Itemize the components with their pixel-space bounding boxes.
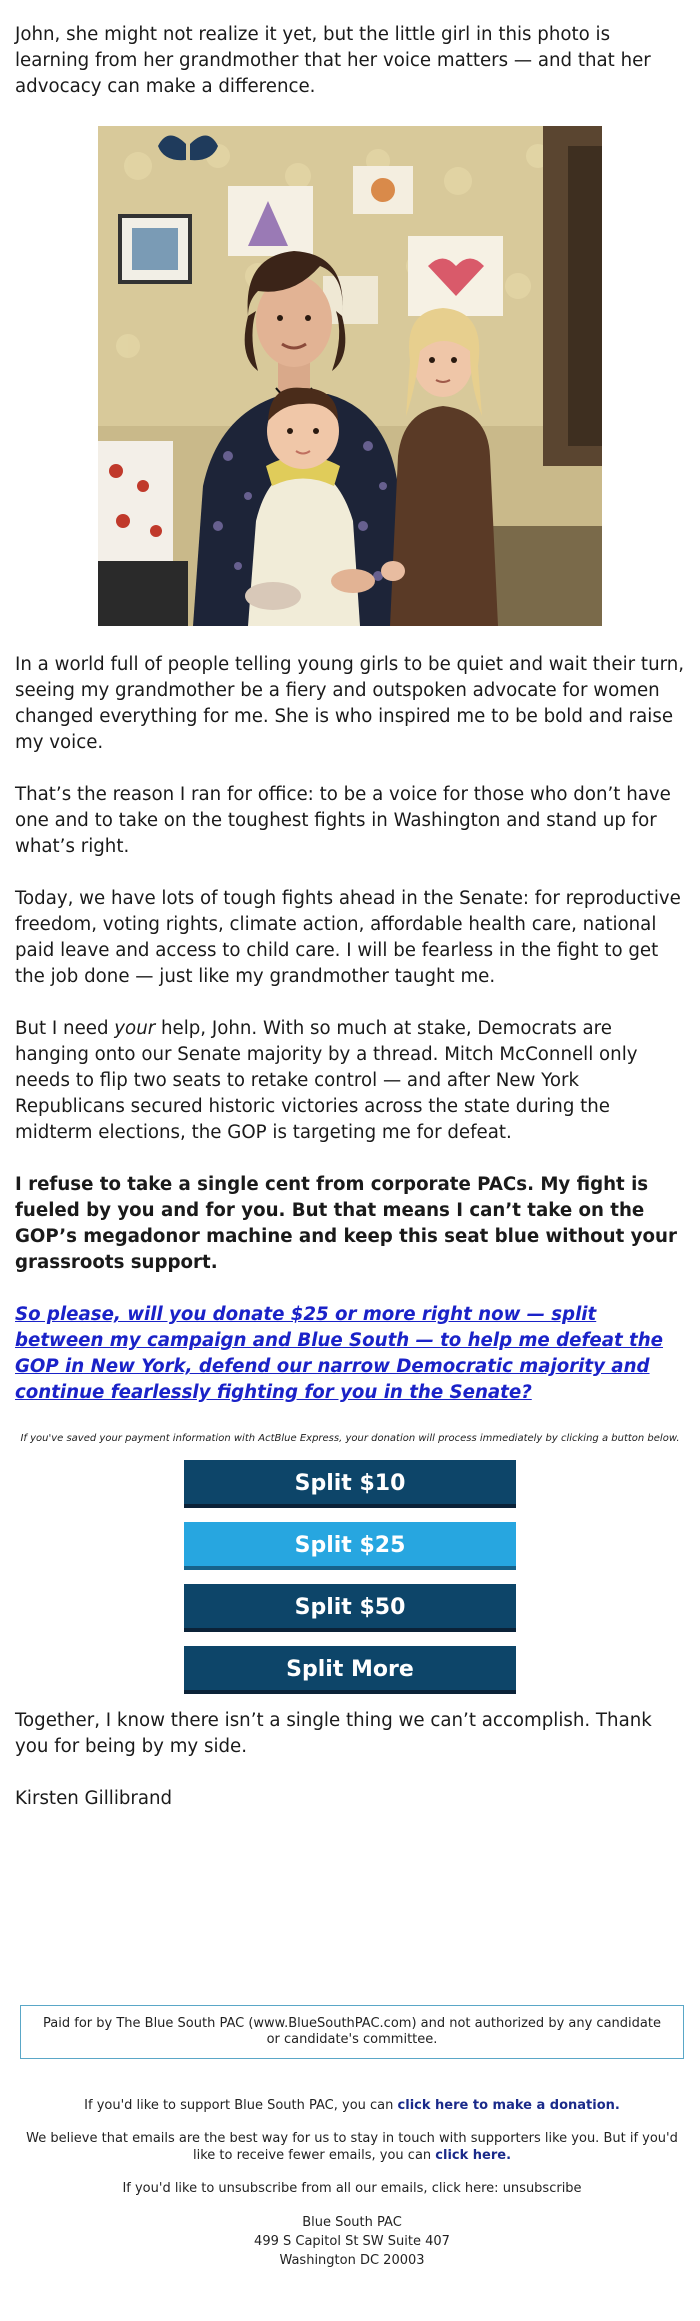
unsubscribe-link[interactable]: unsubscribe	[502, 2181, 582, 2196]
split-more-button[interactable]: Split More	[184, 1646, 516, 1694]
donation-link[interactable]: click here to make a donation.	[397, 2098, 620, 2113]
footer	[20, 2097, 684, 2270]
address-line-2: Washington DC 20003	[279, 2253, 425, 2268]
split-25-button[interactable]: Split $25	[184, 1522, 516, 1570]
address-line-1: 499 S Capitol St SW Suite 407	[254, 2234, 450, 2249]
paid-for-disclaimer: Paid for by The Blue South PAC (www.BlueSouthPAC.com) and not authorized by any candidate or candidate's committee.	[20, 2005, 684, 2059]
paragraph-reason: That’s the reason I ran for office: to be a voice for those who don’t have one and to take on the toughest fights in Washington and stand up for what’s right.	[15, 784, 671, 857]
signature: Kirsten Gillibrand	[15, 1788, 173, 1809]
need-text-post: help, John. With so much at stake, Democrats are hanging onto our Senate majority by a thread. Mitch McConnell only needs to flip two seats to retake control — and after New York Republicans secured historic victories across the state during the midterm elections, the GOP is targeting me for defeat.	[15, 1018, 638, 1143]
support-line	[20, 2097, 684, 2114]
paragraph-world: In a world full of people telling young girls to be quiet and wait their turn, seeing my grandmother be a fiery and outspoken advocate for women changed everything for me. She is who inspired me to be bold and raise my voice.	[15, 654, 685, 753]
need-text-pre: But I need	[15, 1018, 115, 1039]
intro-paragraph: John, she might not realize it yet, but the little girl in this photo is learning from her grandmother that her voice matters — and that her advocacy can make a difference.	[15, 24, 651, 97]
closing-paragraph: Together, I know there isn’t a single thing we can’t accomplish. Thank you for being by my side.	[15, 1710, 652, 1757]
org-name: Blue South PAC	[302, 2215, 402, 2230]
fewer-emails-link[interactable]: click here.	[435, 2148, 512, 2163]
ask-paragraph	[15, 1302, 685, 1406]
fewer-emails-line	[20, 2130, 684, 2164]
unsubscribe-text: If you'd like to unsubscribe from all our emails, click here:	[122, 2181, 503, 2196]
need-text-emphasis: your	[114, 1018, 156, 1039]
paragraph-need	[15, 1016, 685, 1146]
fewer-emails-text: We believe that emails are the best way for us to stay in touch with supporters like you. But if you'd like to receive fewer emails, you can	[26, 2131, 678, 2163]
family-photo	[98, 126, 602, 626]
paragraph-today: Today, we have lots of tough fights ahead in the Senate: for reproductive freedom, voting rights, climate action, affordable health care, national paid leave and access to child care. I will be fearless in the fight to get the job done — just like my grandmother taught me.	[15, 888, 681, 987]
actblue-note: If you've saved your payment information with ActBlue Express, your donation will process immediately by clicking a button below.	[20, 1433, 680, 1444]
unsubscribe-line	[20, 2180, 684, 2197]
donate-ask-link[interactable]: So please, will you donate $25 or more right now — split between my campaign and Blue South — to help me defeat the GOP in New York, defend our narrow Democratic majority and continue fearlessly fighting for you in the Senate?	[15, 1304, 663, 1403]
split-50-button[interactable]: Split $50	[184, 1584, 516, 1632]
org-address	[20, 2213, 684, 2270]
split-10-button[interactable]: Split $10	[184, 1460, 516, 1508]
support-text: If you'd like to support Blue South PAC, you can	[84, 2098, 398, 2113]
donate-buttons	[184, 1460, 516, 1694]
paragraph-pacs: I refuse to take a single cent from corporate PACs. My fight is fueled by you and for you. But that means I can’t take on the GOP’s megadonor machine and keep this seat blue without your grassroots support.	[15, 1174, 677, 1273]
